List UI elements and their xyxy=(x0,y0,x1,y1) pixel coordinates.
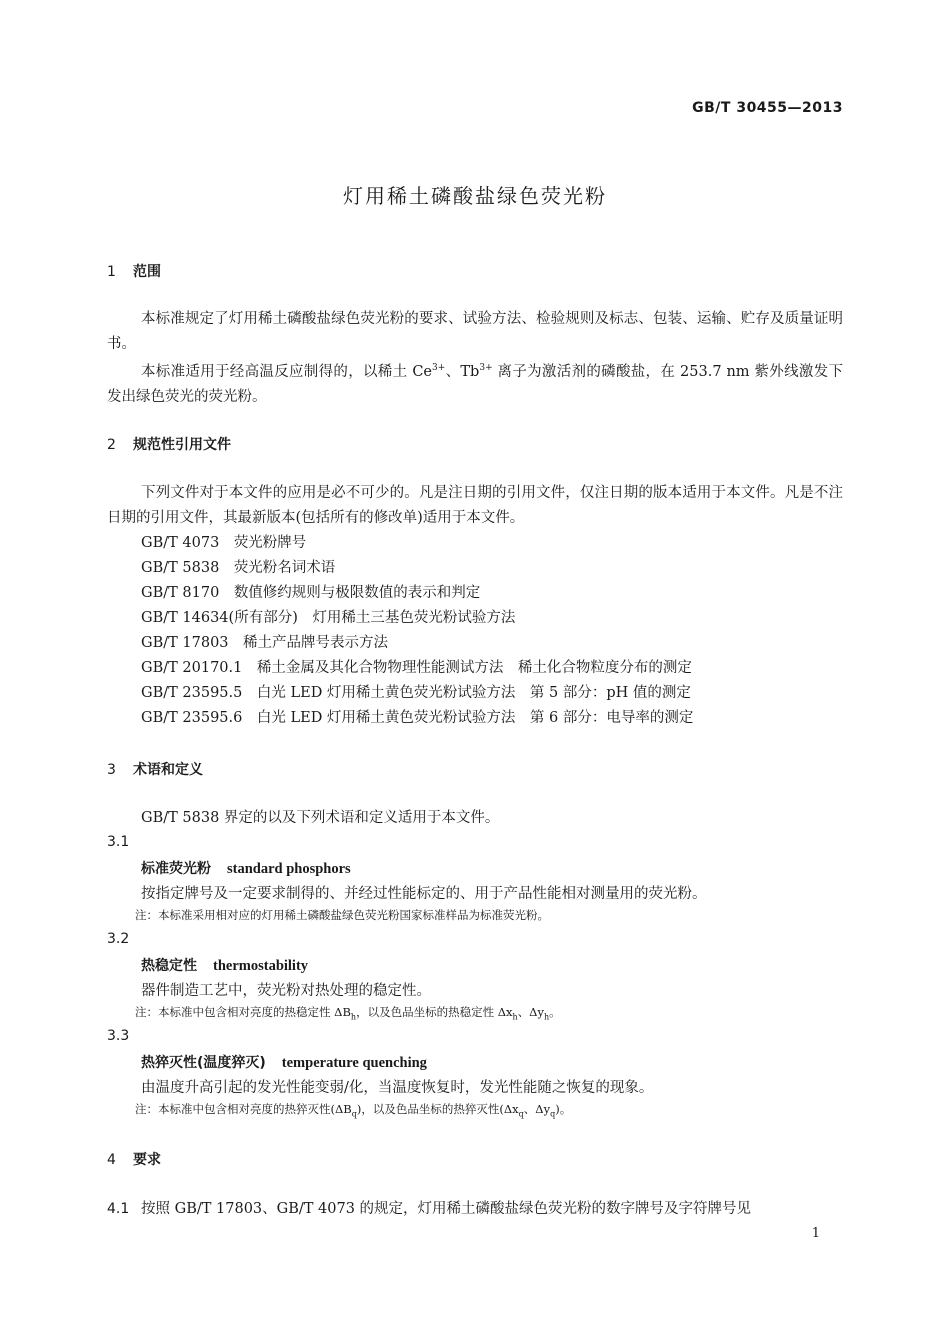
section-title: 术语和定义 xyxy=(133,762,203,778)
text-run: 、Δy xyxy=(517,1005,544,1019)
superscript: 3+ xyxy=(432,363,446,373)
reference-code: GB/T 8170 xyxy=(141,585,220,601)
reference-code: GB/T 14634(所有部分) xyxy=(141,610,298,626)
text-run: )，以及色品坐标的热猝灭性(Δx xyxy=(356,1102,519,1116)
term-en: thermostability xyxy=(213,958,309,974)
reference-code: GB/T 23595.5 xyxy=(141,685,243,701)
reference-item xyxy=(141,681,691,702)
term-definition: 由温度升高引起的发光性能变弱/化，当温度恢复时，发光性能随之恢复的现象。 xyxy=(141,1080,654,1096)
term-heading xyxy=(141,1052,427,1072)
section-1-paragraph-1: 本标准规定了灯用稀土磷酸盐绿色荧光粉的要求、试验方法、检验规则及标志、包装、运输、贮存及质量证明书。 xyxy=(107,311,843,352)
clause-text: 按照 GB/T 17803、GB/T 4073 的规定，灯用稀土磷酸盐绿色荧光粉的数字牌号及字符牌号见 xyxy=(141,1201,752,1217)
section-2-heading xyxy=(107,434,231,454)
section-title: 范围 xyxy=(133,264,161,280)
term-definition: 器件制造工艺中，荧光粉对热处理的稳定性。 xyxy=(141,983,431,999)
text-run: 。 xyxy=(549,1005,561,1019)
section-3-intro: GB/T 5838 界定的以及下列术语和定义适用于本文件。 xyxy=(141,810,500,826)
term-en: standard phosphors xyxy=(227,861,351,877)
reference-item xyxy=(141,606,515,627)
reference-item xyxy=(141,581,480,602)
reference-title: 荧光粉牌号 xyxy=(233,535,307,551)
text-run: 离子为激活剂的磷酸盐，在 253.7 nm 紫外线激发下发出绿色荧光的荧光粉。 xyxy=(107,364,843,405)
subscript: h xyxy=(512,1012,518,1022)
section-title: 要求 xyxy=(133,1152,161,1168)
subscript: q xyxy=(518,1109,524,1119)
text-run: ，以及色品坐标的热稳定性 Δx xyxy=(356,1005,513,1019)
term-note: 注：本标准采用相对应的灯用稀土磷酸盐绿色荧光粉国家标准样品为标准荧光粉。 xyxy=(135,908,549,922)
reference-item xyxy=(141,556,335,577)
section-3-heading xyxy=(107,759,203,779)
reference-code: GB/T 4073 xyxy=(141,535,220,551)
reference-item xyxy=(141,531,306,552)
text-run: 注：本标准中包含相对亮度的热稳定性 ΔB xyxy=(135,1005,351,1019)
standard-code: GB/T 30455—2013 xyxy=(692,100,843,116)
subscript: q xyxy=(550,1109,556,1119)
reference-title: 稀土产品牌号表示方法 xyxy=(243,635,389,651)
text-run: )。 xyxy=(555,1102,572,1116)
superscript: 3+ xyxy=(479,363,493,373)
reference-item xyxy=(141,706,693,727)
subscript: h xyxy=(544,1012,550,1022)
term-definition: 按指定牌号及一定要求制得的、并经过性能标定的、用于产品性能相对测量用的荧光粉。 xyxy=(141,886,707,902)
section-1-paragraph-2 xyxy=(107,356,843,410)
subscript: h xyxy=(350,1012,357,1022)
clause-4-1 xyxy=(107,1197,751,1218)
text-run: 、Δy xyxy=(523,1102,551,1116)
text-run: 、Tb xyxy=(445,364,480,380)
section-1-heading xyxy=(107,261,161,281)
section-number: 3 xyxy=(107,762,116,778)
reference-title: 稀土金属及其化合物物理性能测试方法 稀土化合物粒度分布的测定 xyxy=(256,660,692,676)
reference-title: 荧光粉名词术语 xyxy=(233,560,336,576)
term-note xyxy=(135,1004,561,1021)
term-number: 3.3 xyxy=(107,1028,130,1044)
section-number: 4 xyxy=(107,1152,116,1168)
term-note xyxy=(135,1101,571,1118)
reference-title: 白光 LED 灯用稀土黄色荧光粉试验方法 第 5 部分：pH 值的测定 xyxy=(256,685,691,701)
term-en: temperature quenching xyxy=(281,1055,427,1071)
reference-item xyxy=(141,631,388,652)
reference-code: GB/T 23595.6 xyxy=(141,710,243,726)
reference-title: 白光 LED 灯用稀土黄色荧光粉试验方法 第 6 部分：电导率的测定 xyxy=(256,710,694,726)
term-zh: 热猝灭性(温度猝灭) xyxy=(141,1055,266,1071)
page-number: 1 xyxy=(811,1226,820,1241)
text-run: 注：本标准中包含相对亮度的热猝灭性(ΔB xyxy=(135,1102,352,1116)
text-run: 本标准适用于经高温反应制得的，以稀土 Ce xyxy=(141,364,432,380)
section-number: 2 xyxy=(107,437,116,453)
term-number: 3.2 xyxy=(107,931,130,947)
section-2-intro: 下列文件对于本文件的应用是必不可少的。凡是注日期的引用文件，仅注日期的版本适用于本文件。凡是不注日期的引用文件，其最新版本(包括所有的修改单)适用于本文件。 xyxy=(107,485,843,526)
term-zh: 标准荧光粉 xyxy=(141,861,211,877)
reference-code: GB/T 20170.1 xyxy=(141,660,243,676)
reference-code: GB/T 5838 xyxy=(141,560,220,576)
clause-number: 4.1 xyxy=(107,1201,130,1217)
reference-item xyxy=(141,656,692,677)
term-zh: 热稳定性 xyxy=(141,958,197,974)
section-number: 1 xyxy=(107,264,116,280)
reference-code: GB/T 17803 xyxy=(141,635,229,651)
section-title: 规范性引用文件 xyxy=(133,437,231,453)
term-heading xyxy=(141,858,351,878)
subscript: q xyxy=(351,1109,357,1119)
document-title: 灯用稀土磷酸盐绿色荧光粉 xyxy=(343,184,607,208)
reference-title: 数值修约规则与极限数值的表示和判定 xyxy=(233,585,481,601)
term-heading xyxy=(141,955,308,975)
section-4-heading xyxy=(107,1149,161,1169)
reference-title: 灯用稀土三基色荧光粉试验方法 xyxy=(312,610,516,626)
term-number: 3.1 xyxy=(107,834,130,850)
